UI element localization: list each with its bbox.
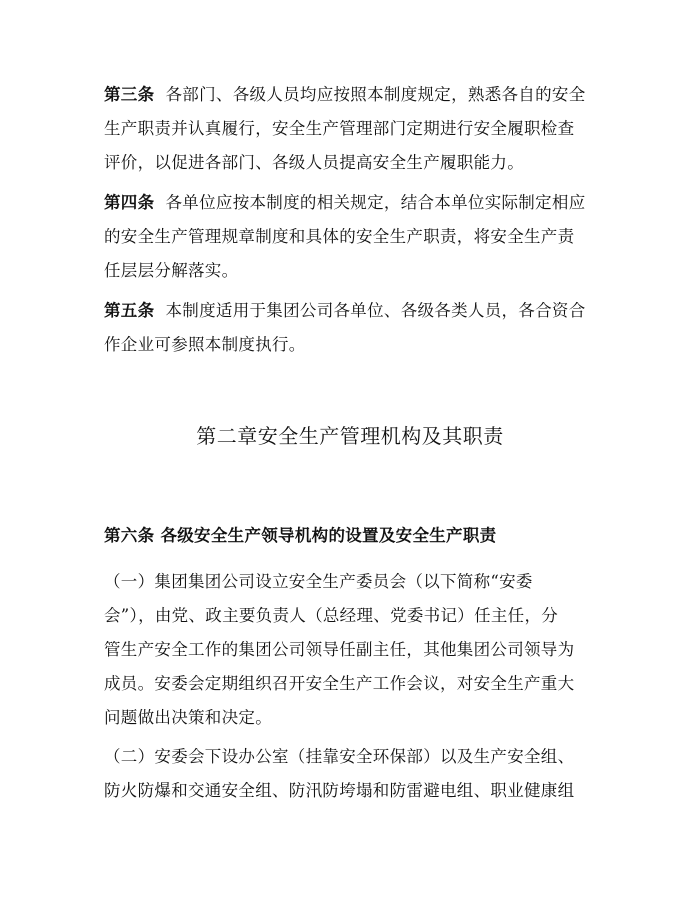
article-3-line-1 — [104, 78, 596, 112]
article-5-line-1 — [104, 294, 596, 328]
article-5-line-2: 作企业可参照本制度执行。 — [104, 335, 306, 354]
article-3-label: 第三条 — [104, 85, 155, 104]
article-4-label: 第四条 — [104, 193, 155, 212]
article-3-line-3: 评价，以促进各部门、各级人员提高安全生产履职能力。 — [104, 153, 524, 172]
article-5-label: 第五条 — [104, 301, 155, 320]
paragraph-1 — [104, 565, 596, 735]
article-4-line-1 — [104, 186, 596, 220]
chapter-title: 第二章安全生产管理机构及其职责 — [196, 424, 504, 448]
article-6-heading: 第六条 各级安全生产领导机构的设置及安全生产职责 — [104, 526, 497, 545]
paragraph-1-line-2: 会”），由党、政主要负责人（总经理、党委书记）任主任，分 — [104, 606, 559, 625]
article-4 — [104, 186, 596, 288]
paragraph-2-line-1: （二）安委会下设办公室（挂靠安全环保部）以及生产安全组、 — [104, 747, 575, 766]
article-4-text-1: 各单位应按本制度的相关规定，结合本单位实际制定相应 — [165, 193, 586, 212]
article-4-line-3: 任层层分解落实。 — [104, 261, 239, 280]
paragraph-2-line-2: 防火防爆和交通安全组、防汛防垮塌和防雷避电组、职业健康组 — [104, 781, 575, 800]
paragraph-1-line-1: （一）集团集团公司设立安全生产委员会（以下简称“安委 — [104, 572, 533, 591]
article-5-text-1: 本制度适用于集团公司各单位、各级各类人员，各合资合 — [165, 301, 586, 320]
article-4-line-2: 的安全生产管理规章制度和具体的安全生产职责，将安全生产责 — [104, 227, 575, 246]
paragraph-1-line-5: 问题做出决策和决定。 — [104, 708, 272, 727]
article-3 — [104, 78, 596, 180]
article-3-text-1: 各部门、各级人员均应按照本制度规定，熟悉各自的安全 — [165, 85, 586, 104]
paragraph-2 — [104, 740, 596, 808]
article-3-line-2: 生产职责并认真履行，安全生产管理部门定期进行安全履职检查 — [104, 119, 575, 138]
article-5 — [104, 294, 596, 362]
paragraph-1-line-3: 管生产安全工作的集团公司领导任副主任，其他集团公司领导为 — [104, 640, 575, 659]
paragraph-1-line-4: 成员。安委会定期组织召开安全生产工作会议，对安全生产重大 — [104, 674, 575, 693]
